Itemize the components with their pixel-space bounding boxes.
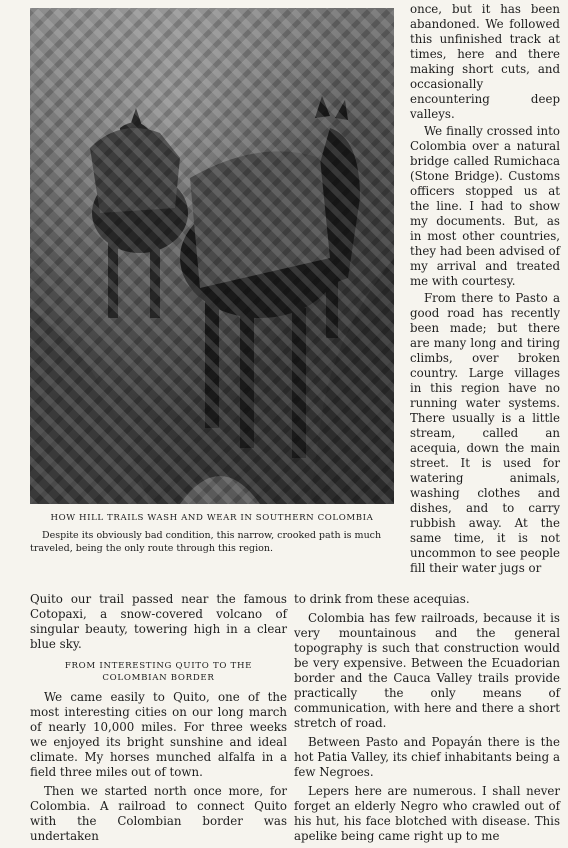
paragraph: We came easily to Quito, one of the most interesting cities on our long march of nearly 10,000 miles. For three weeks we enjoyed its bright sunshine and ideal climate. My horses munched alfalfa in a field three miles out of town. (30, 690, 287, 779)
paragraph: Lepers here are numerous. I shall never forget an elderly Negro who crawled out of his hut, his face blotched with disease. This apelike being came right up to me (294, 784, 560, 843)
photo-caption-text: Despite its obviously bad condition, this narrow, crooked path is much traveled, being the only route through this region. (30, 530, 382, 554)
photo-caption-title: HOW HILL TRAILS WASH AND WEAR IN SOUTHERN COLOMBIA (50, 513, 374, 523)
section-heading-line: FROM INTERESTING QUITO TO THE (64, 661, 253, 671)
left-column (30, 592, 287, 848)
paragraph: We finally crossed into Colombia over a natural bridge called Rumichaca (Stone Bridge). Customs officers stopped us at the line. I had to show my documents. But, as in most other countries, they had been advised of my arrival and treated me with courtesy. (410, 124, 560, 288)
section-heading (30, 660, 287, 684)
paragraph: From there to Pasto a good road has recently been made; but there are many long and tiring climbs, over broken country. Large villages in this region have no running water systems. There usually is a little stream, called an acequia, down the main street. It is used for watering animals, washing clothes and dishes, and to carry rubbish away. At the same time, it is not uncommon to see people fill their water jugs or (410, 291, 560, 575)
paragraph: once, but it has been abandoned. We followed this unfinished track at times, here and there making short cuts, and occasionally encountering deep valleys. (410, 2, 560, 121)
horses-illustration (30, 8, 394, 504)
paragraph: Colombia has few railroads, because it is very mountainous and the general topography is such that construction would be very expensive. Between the Ecuadorian border and the Cauca Valley trails provide practically the only means of communication, with here and there a short stretch of road. (294, 611, 560, 730)
paragraph: to drink from these acequias. (294, 592, 470, 606)
paragraph: Quito our trail passed near the famous Cotopaxi, a snow-covered volcano of singular beauty, towering high in a clear blue sky. (30, 592, 287, 651)
middle-column (294, 592, 560, 848)
section-heading-line: COLOMBIAN BORDER (102, 673, 215, 683)
paragraph: Then we started north once more, for Colombia. A railroad to connect Quito with the Colombian border was undertaken (30, 784, 287, 843)
horses-trail-photo (30, 8, 394, 504)
paragraph: Between Pasto and Popayán there is the hot Patia Valley, its chief inhabitants being a few Negroes. (294, 735, 560, 779)
right-column (410, 2, 560, 578)
